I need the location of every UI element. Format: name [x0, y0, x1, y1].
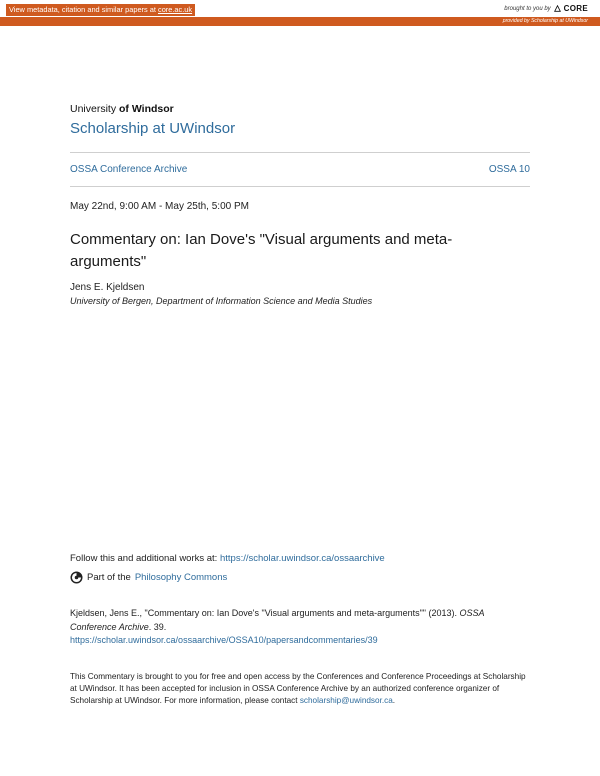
university-prefix: University	[70, 103, 117, 115]
paper-title: Commentary on: Ian Dove's "Visual arguments and meta-arguments"	[70, 231, 453, 270]
part-of-text: Part of the	[87, 572, 131, 583]
recommended-citation	[70, 607, 530, 648]
notice-text: This Commentary is brought to you for free and open access by the Conferences and Conference Proceedings at Scholarship at UWindsor. It has been accepted for inclusion in OSSA Conference Archive by an authorized conference organizer of Scholarship at UWindsor. For more information, please contact	[70, 672, 526, 705]
repository-title[interactable]: Scholarship at UWindsor	[70, 120, 236, 137]
network-icon	[70, 571, 83, 584]
citation-url[interactable]: https://scholar.uwindsor.ca/ossaarchive/OSSA10/papersandcommentaries/39	[70, 635, 378, 645]
author-affiliation: University of Bergen, Department of Information Science and Media Studies	[70, 296, 373, 306]
core-metadata-link[interactable]	[6, 4, 195, 16]
part-of-line	[70, 571, 227, 584]
citation-text: Kjeldsen, Jens E., "Commentary on: Ian Dove's "Visual arguments and meta-arguments"" (2013).	[70, 608, 460, 618]
core-provided-by: provided by Scholarship at UWindsor	[502, 18, 588, 24]
follow-text: Follow this and additional works at:	[70, 553, 220, 564]
contact-email-link[interactable]: scholarship@uwindsor.ca	[299, 696, 393, 705]
author-name: Jens E. Kjeldsen	[70, 282, 145, 293]
core-logo-icon	[554, 5, 561, 12]
divider-bottom	[70, 186, 530, 187]
event-date: May 22nd, 9:00 AM - May 25th, 5:00 PM	[70, 201, 249, 212]
philosophy-commons-link[interactable]: Philosophy Commons	[134, 572, 228, 583]
core-ac-uk-link[interactable]: core.ac.uk	[158, 5, 193, 14]
follow-url[interactable]: https://scholar.uwindsor.ca/ossaarchive	[219, 553, 385, 564]
citation-journal: OSSA Conference Archive	[70, 608, 485, 632]
university-name	[70, 103, 174, 115]
citation-number: . 39.	[148, 621, 167, 632]
access-notice	[70, 671, 530, 707]
notice-end: .	[392, 696, 396, 705]
core-brought-text: brought to you by	[504, 5, 551, 12]
core-link-prefix: View metadata, citation and similar papers at	[9, 5, 158, 14]
core-brought-by	[504, 4, 588, 13]
archive-link[interactable]: OSSA Conference Archive	[70, 164, 188, 175]
follow-line	[70, 553, 385, 564]
core-logo[interactable]: CORE	[563, 4, 588, 13]
volume-link[interactable]: OSSA 10	[488, 164, 530, 175]
core-banner	[0, 0, 600, 26]
university-suffix: of Windsor	[119, 103, 174, 115]
divider-top	[70, 152, 530, 153]
